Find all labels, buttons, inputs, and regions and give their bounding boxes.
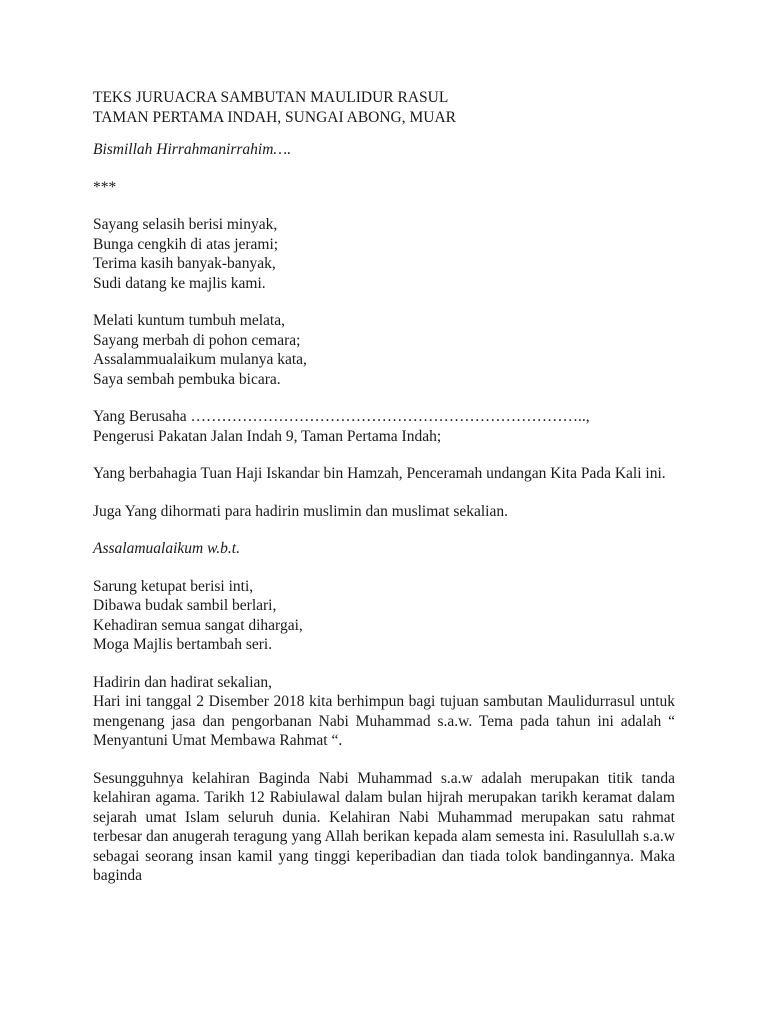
greeting-speaker: Yang berbahagia Tuan Haji Iskandar bin Hamzah, Penceramah undangan Kita Pada Kali ini. [93,465,666,482]
pantun-line: Kehadiran semua sangat dihargai, [93,616,303,634]
pantun-line: Sudi datang ke majlis kami. [93,274,266,292]
pantun-1 [93,215,675,293]
greeting-line: Pengerusi Pakatan Jalan Indah 9, Taman Pertama Indah; [93,427,442,445]
pantun-line: Melati kuntum tumbuh melata, [93,312,285,329]
greeting-line: Yang Berusaha ………………………………………………………………….., [93,408,590,425]
pantun-2 [93,311,675,389]
pantun-line: Bunga cengkih di atas jerami; [93,235,279,253]
pantun-line: Terima kasih banyak-banyak, [93,255,276,272]
document-title [93,88,675,127]
paragraph-2: Sesungguhnya kelahiran Baginda Nabi Muhammad s.a.w adalah merupakan titik tanda kelahiran agama. Tarikh 12 Rabiulawal dalam bulan hijrah merupakan tarikh keramat dalam sejarah umat Islam seluruh dunia. Kelahiran Nabi Muhammad merupakan satu rahmat terbesar dan anugerah teragung yang Allah berikan kepada alam semesta ini. Rasulullah s.a.w sebagai seorang insan kamil yang tinggi keperibadian dan tiada tolok bandingannya. Maka baginda [93,769,675,884]
pantun-line: Sayang merbah di pohon cemara; [93,331,301,349]
document-body [93,88,675,886]
pantun-line: Saya sembah pembuka bicara. [93,370,281,388]
pantun-line: Dibawa budak sambil berlari, [93,597,277,614]
pantun-line: Sayang selasih berisi minyak, [93,216,278,233]
paragraph-1: Hari ini tanggal 2 Disember 2018 kita berhimpun bagi tujuan sambutan Maulidurrasul untuk mengenang jasa dan pengorbanan Nabi Muhammad s.a.w. Tema pada tahun ini adalah “ Menyantuni Umat Membawa Rahmat “. [93,693,675,749]
title-line-2: TAMAN PERTAMA INDAH, SUNGAI ABONG, MUAR [93,108,457,126]
address-line: Hadirin dan hadirat sekalian, [93,673,273,691]
pantun-line: Assalammualaikum mulanya kata, [93,351,307,368]
pantun-line: Sarung ketupat berisi inti, [93,577,254,595]
separator: *** [93,178,117,196]
title-line-1: TEKS JURUACRA SAMBUTAN MAULIDUR RASUL [93,89,449,106]
opening-line: Bismillah Hirrahmanirrahim…. [93,141,292,158]
salam-line: Assalamualaikum w.b.t. [93,540,240,557]
pantun-line: Moga Majlis bertambah seri. [93,636,273,653]
greeting-audience: Juga Yang dihormati para hadirin muslimin dan muslimat sekalian. [93,502,508,520]
pantun-3 [93,577,675,655]
greeting-chairman [93,407,675,446]
